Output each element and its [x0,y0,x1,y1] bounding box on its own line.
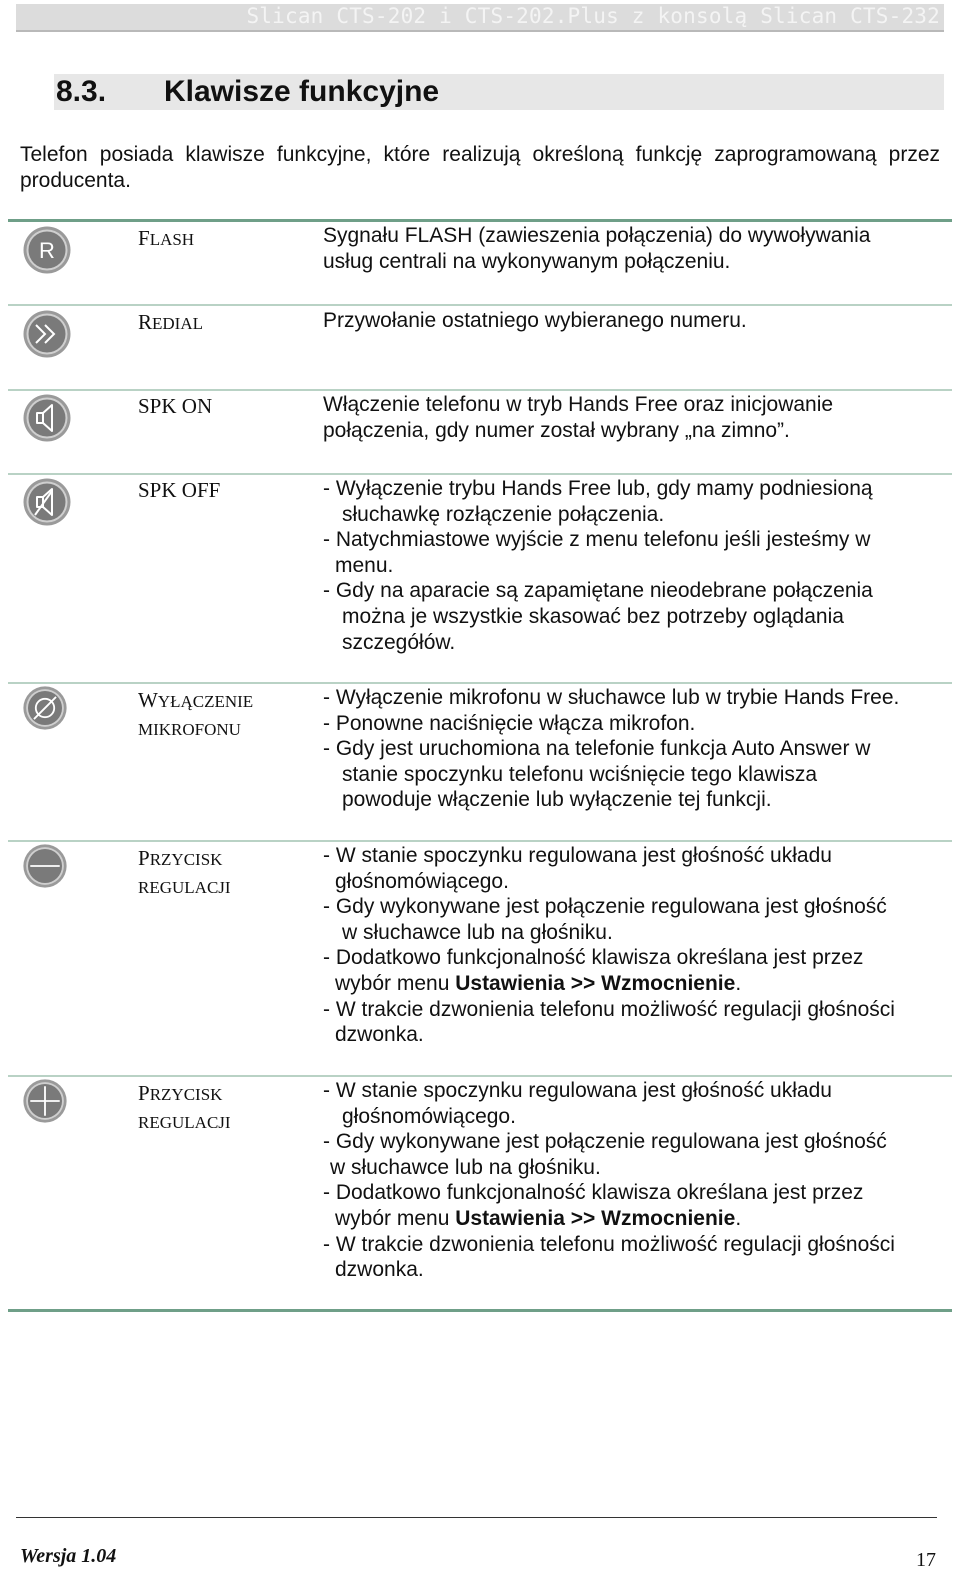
key-label: PRZYCISK REGULACJI [138,1081,231,1132]
row-divider [8,840,952,842]
intro-paragraph: Telefon posiada klawisze funkcyjne, które realizują określoną funkcję zaprogramowaną przez producenta. [20,143,940,192]
row-divider [8,1075,952,1077]
header-title: Slican CTS-202 i CTS-202.Plus z konsolą Slican CTS-232 [246,4,940,28]
key-label: PRZYCISK REGULACJI [138,846,231,897]
row-divider [8,389,952,391]
r-icon [22,225,72,275]
table-top-rule [8,219,952,222]
footer-rule [16,1517,937,1518]
redial-icon [22,309,72,359]
key-label: REDIAL [138,310,203,334]
section-heading [54,74,944,110]
minus-icon [22,843,68,889]
footer-version: Wersja 1.04 [20,1545,117,1567]
key-description: Sygnału FLASH (zawieszenia połączenia) do wywoływania usług centrali na wykonywanym połączeniu. [323,224,871,273]
key-label: WYŁĄCZENIE MIKROFONU [138,688,254,739]
section-number: 8.3. [56,75,107,108]
key-description: - Wyłączenie trybu Hands Free lub, gdy mamy podniesioną słuchawkę rozłączenie połączenia. - Natychmiastowe wyjście z menu telefonu jeśli jesteśmy w menu. - Gdy na aparacie są zapamiętane nieodebrane połączenia można je wszystkie skasować bez potrzeby oglądania szczegółów. [323,477,873,654]
svg-text:R: R [39,238,55,263]
key-description: - Wyłączenie mikrofonu w słuchawce lub w trybie Hands Free. - Ponowne naciśnięcie włącza mikrofon. - Gdy jest uruchomiona na telefonie funkcja Auto Answer w stanie spoczynku telefonu wciśnięcie tego klawisza powoduje włączenie lub wyłączenie tej funkcji. [323,686,900,812]
page-number: 17 [916,1549,936,1571]
speaker-on-icon [22,393,72,443]
key-label: SPK ON [138,394,213,418]
key-label: SPK OFF [138,478,221,502]
page-header [16,4,944,32]
key-description: Włączenie telefonu w tryb Hands Free oraz inicjowanie połączenia, gdy numer został wybrany „na zimno”. [323,393,834,442]
mute-icon [22,685,68,731]
row-divider [8,473,952,475]
key-description: - W stanie spoczynku regulowana jest głośność układu głośnomówiącego. - Gdy wykonywane jest połączenie regulowana jest głośność w słuchawce lub na głośniku. - Dodatkowo funkcjonalność klawisza określana jest przez wybór menu Ustawienia >> Wzmocnienie. - W trakcie dzwonienia telefonu możliwość regulacji głośności dzwonka. [323,1079,895,1282]
key-description: - W stanie spoczynku regulowana jest głośność układu głośnomówiącego. - Gdy wykonywane jest połączenie regulowana jest głośność w słuchawce lub na głośniku. - Dodatkowo funkcjonalność klawisza określana jest przez wybór menu Ustawienia >> Wzmocnienie. - W trakcie dzwonienia telefonu możliwość regulacji głośności dzwonka. [323,844,895,1047]
speaker-off-icon [22,477,72,527]
row-divider [8,304,952,306]
table-bottom-rule [8,1309,952,1312]
key-label: FLASH [138,226,195,250]
row-divider [8,682,952,684]
plus-icon [22,1078,68,1124]
section-title: Klawisze funkcyjne [164,75,440,108]
key-description: Przywołanie ostatniego wybieranego numeru. [323,309,747,332]
